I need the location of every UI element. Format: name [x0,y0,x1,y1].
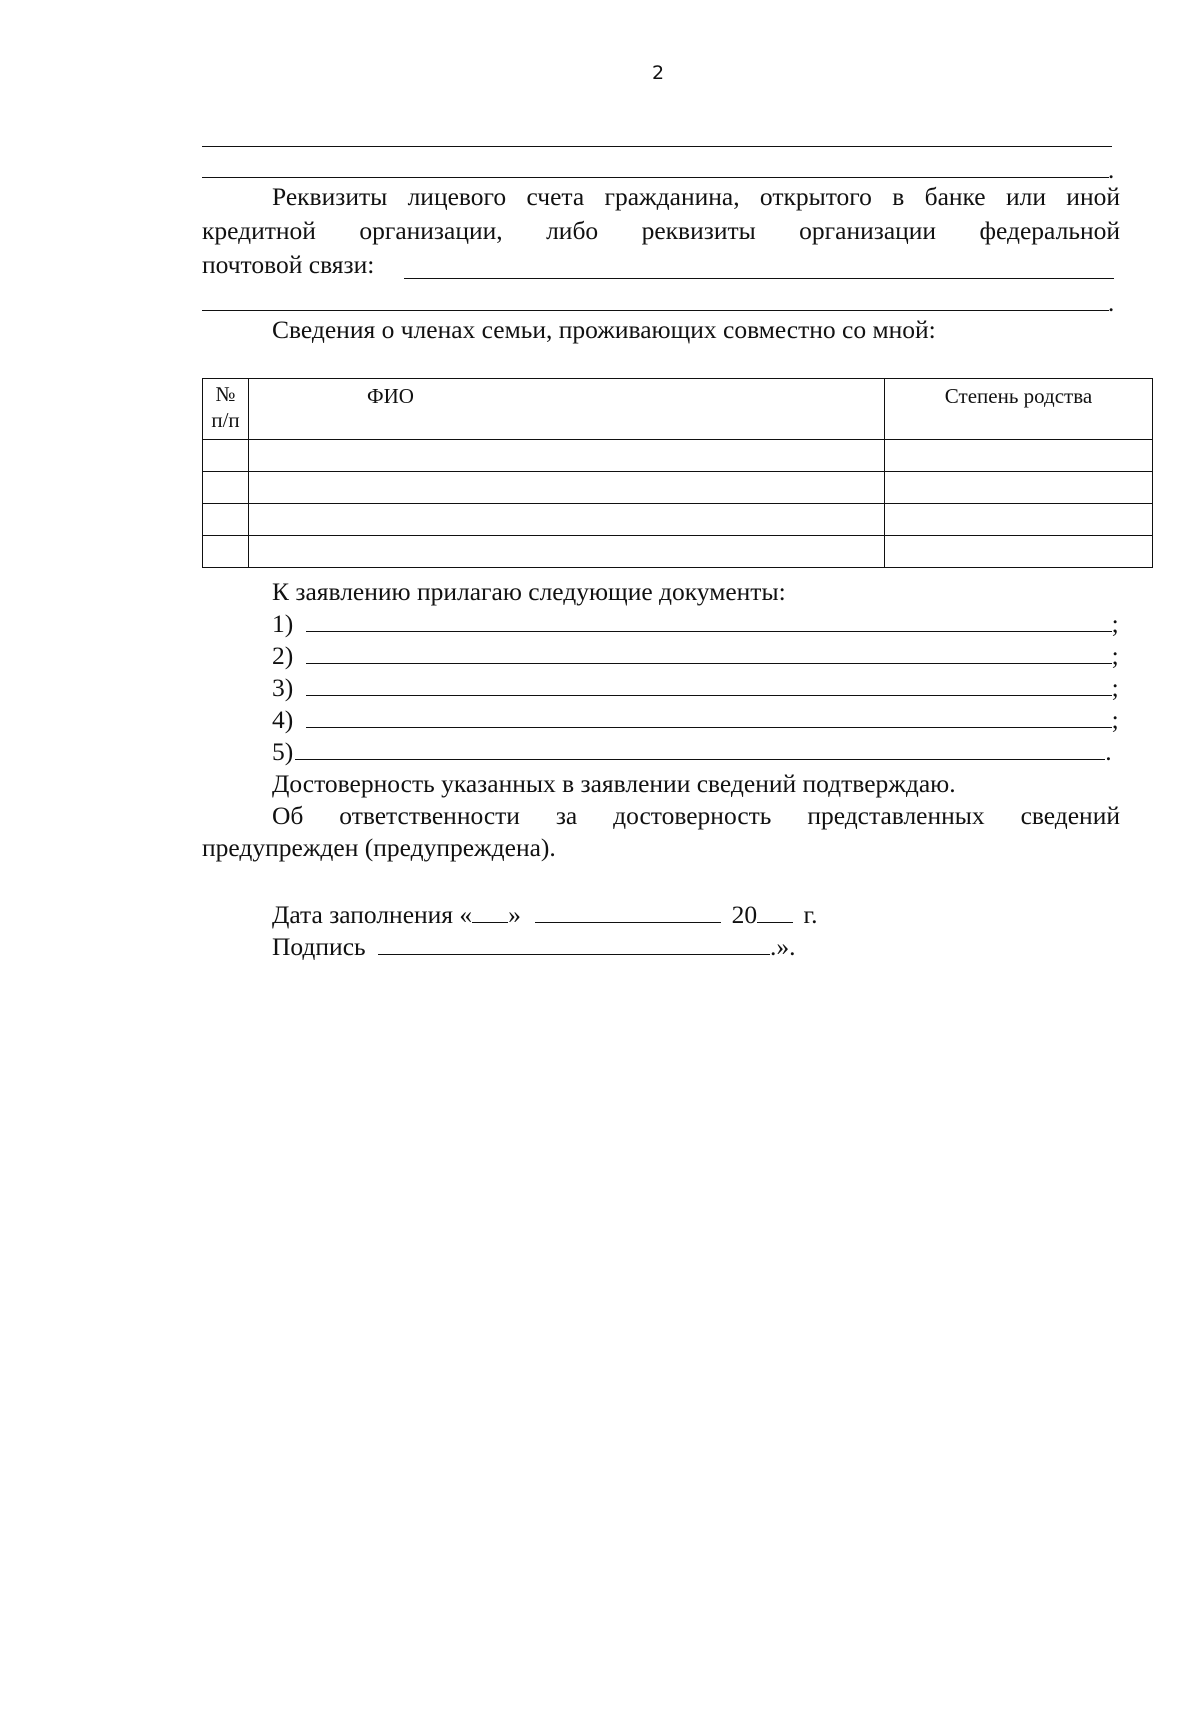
document-item-end: ; [1111,641,1119,670]
page-number: 2 [652,62,665,84]
blank-line-1[interactable] [202,146,1112,147]
document-item-field[interactable] [306,674,1112,696]
account-requisites-line3 [202,249,374,281]
column-header-name: ФИО [249,379,885,440]
blank-line-3[interactable] [202,310,1109,311]
cell-name[interactable] [249,472,885,504]
column-header-number [203,379,249,440]
document-item-label: 2) [272,641,294,670]
signature-line [272,931,796,963]
cell-relation[interactable] [885,504,1153,536]
date-month-field[interactable] [535,901,721,923]
account-requisites-line2: кредитной организации, либо реквизиты организации федеральной [202,216,1120,245]
family-heading: Сведения о членах семьи, проживающих совместно со мной: [272,315,936,344]
table-header-row [203,379,1153,440]
postal-label: почтовой связи: [202,250,375,279]
cell-name[interactable] [249,504,885,536]
documents-intro: К заявлению прилагаю следующие документы: [272,577,786,606]
cell-name[interactable] [249,536,885,568]
responsibility-line1: Об ответственности за достоверность представленных сведений [272,801,1120,830]
date-year-suffix: г. [803,900,818,929]
document-item-label: 4) [272,705,294,734]
cell-relation[interactable] [885,440,1153,472]
confirmation-text: Достоверность указанных в заявлении сведений подтверждаю. [272,769,956,798]
date-quote-open: « [459,900,473,929]
responsibility-line2: предупрежден (предупреждена). [202,833,556,862]
table-row [203,440,1153,472]
document-item-field[interactable] [306,610,1112,632]
cell-number[interactable] [203,536,249,568]
signature-field[interactable] [378,933,770,955]
column-header-number-symbol: № [215,382,236,406]
signature-end: .». [770,932,796,961]
period-mark: . [1108,290,1115,317]
document-item-label: 3) [272,673,294,702]
document-item-4 [272,704,1119,736]
table-row [203,472,1153,504]
account-requisites-field[interactable] [404,278,1114,279]
table-row [203,504,1153,536]
document-item-field[interactable] [306,642,1112,664]
document-item-2 [272,640,1119,672]
document-item-3 [272,672,1119,704]
document-item-5 [272,736,1112,768]
date-day-field[interactable] [472,901,508,923]
date-line [272,899,818,931]
cell-number[interactable] [203,472,249,504]
document-item-field[interactable] [295,738,1105,760]
document-item-end: ; [1111,609,1119,638]
date-label: Дата заполнения [272,900,454,929]
column-header-number-abbr: п/п [211,408,240,432]
family-members-table [202,378,1153,568]
document-item-1 [272,608,1119,640]
cell-number[interactable] [203,440,249,472]
document-item-end: ; [1111,673,1119,702]
date-year-field[interactable] [757,901,793,923]
document-item-label: 5) [272,737,294,766]
cell-name[interactable] [249,440,885,472]
blank-line-2[interactable] [202,177,1109,178]
cell-relation[interactable] [885,472,1153,504]
date-year-prefix: 20 [731,900,758,929]
document-item-end: ; [1111,705,1119,734]
document-item-label: 1) [272,609,294,638]
cell-relation[interactable] [885,536,1153,568]
period-mark: . [1108,157,1115,184]
document-item-field[interactable] [306,706,1112,728]
signature-label: Подпись [272,932,366,961]
document-item-end: . [1105,737,1112,766]
cell-number[interactable] [203,504,249,536]
column-header-relation: Степень родства [885,379,1153,440]
table-row [203,536,1153,568]
account-requisites-line1: Реквизиты лицевого счета гражданина, открытого в банке или иной [272,182,1120,211]
date-quote-close: » [508,900,521,929]
